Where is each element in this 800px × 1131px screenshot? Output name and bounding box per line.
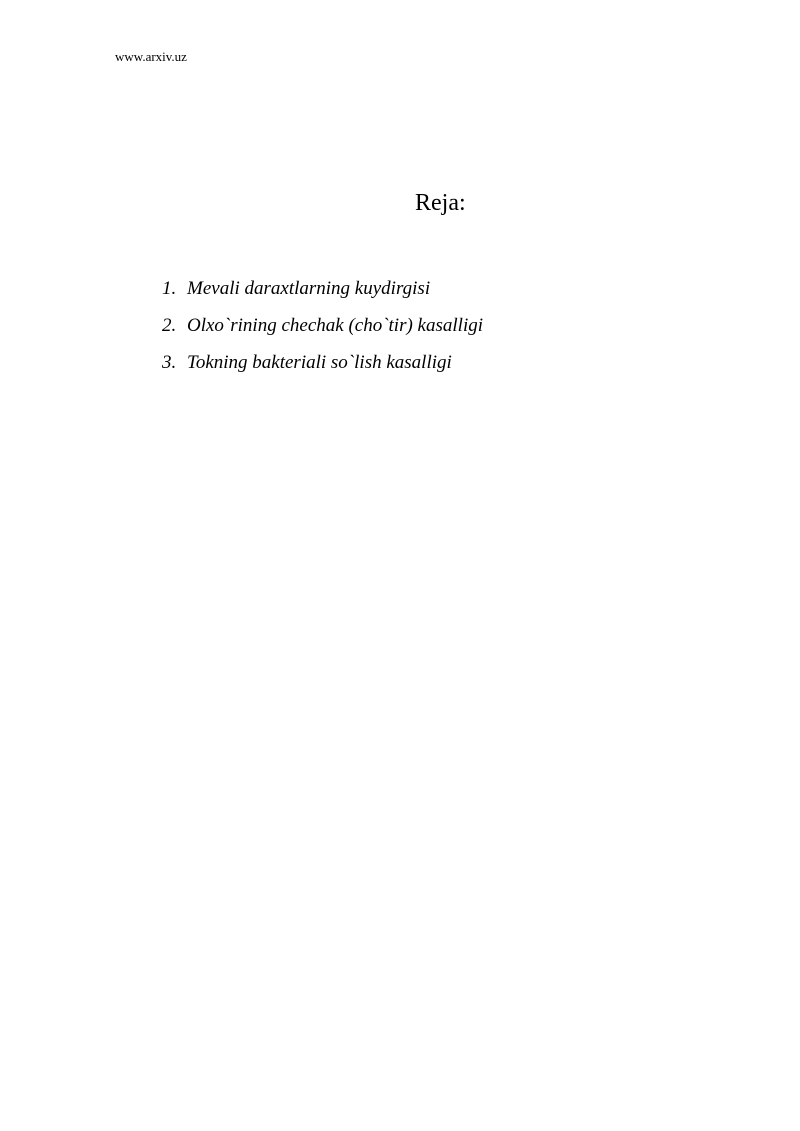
site-url: www.arxiv.uz [115, 49, 187, 64]
list-item-text: Mevali daraxtlarning kuydirgisi [187, 278, 431, 299]
list-item [162, 351, 483, 388]
list-item-number: 3. [162, 352, 177, 373]
plan-list [162, 277, 483, 388]
list-item-text: Olxo`rining chechak (cho`tir) kasalligi [187, 315, 484, 336]
list-item-number: 1. [162, 278, 177, 299]
list-item-number: 2. [162, 315, 177, 336]
list-item-text: Tokning bakteriali so`lish kasalligi [187, 352, 452, 373]
plan-title: Reja: [415, 190, 466, 216]
list-item [162, 277, 483, 314]
list-item [162, 314, 483, 351]
